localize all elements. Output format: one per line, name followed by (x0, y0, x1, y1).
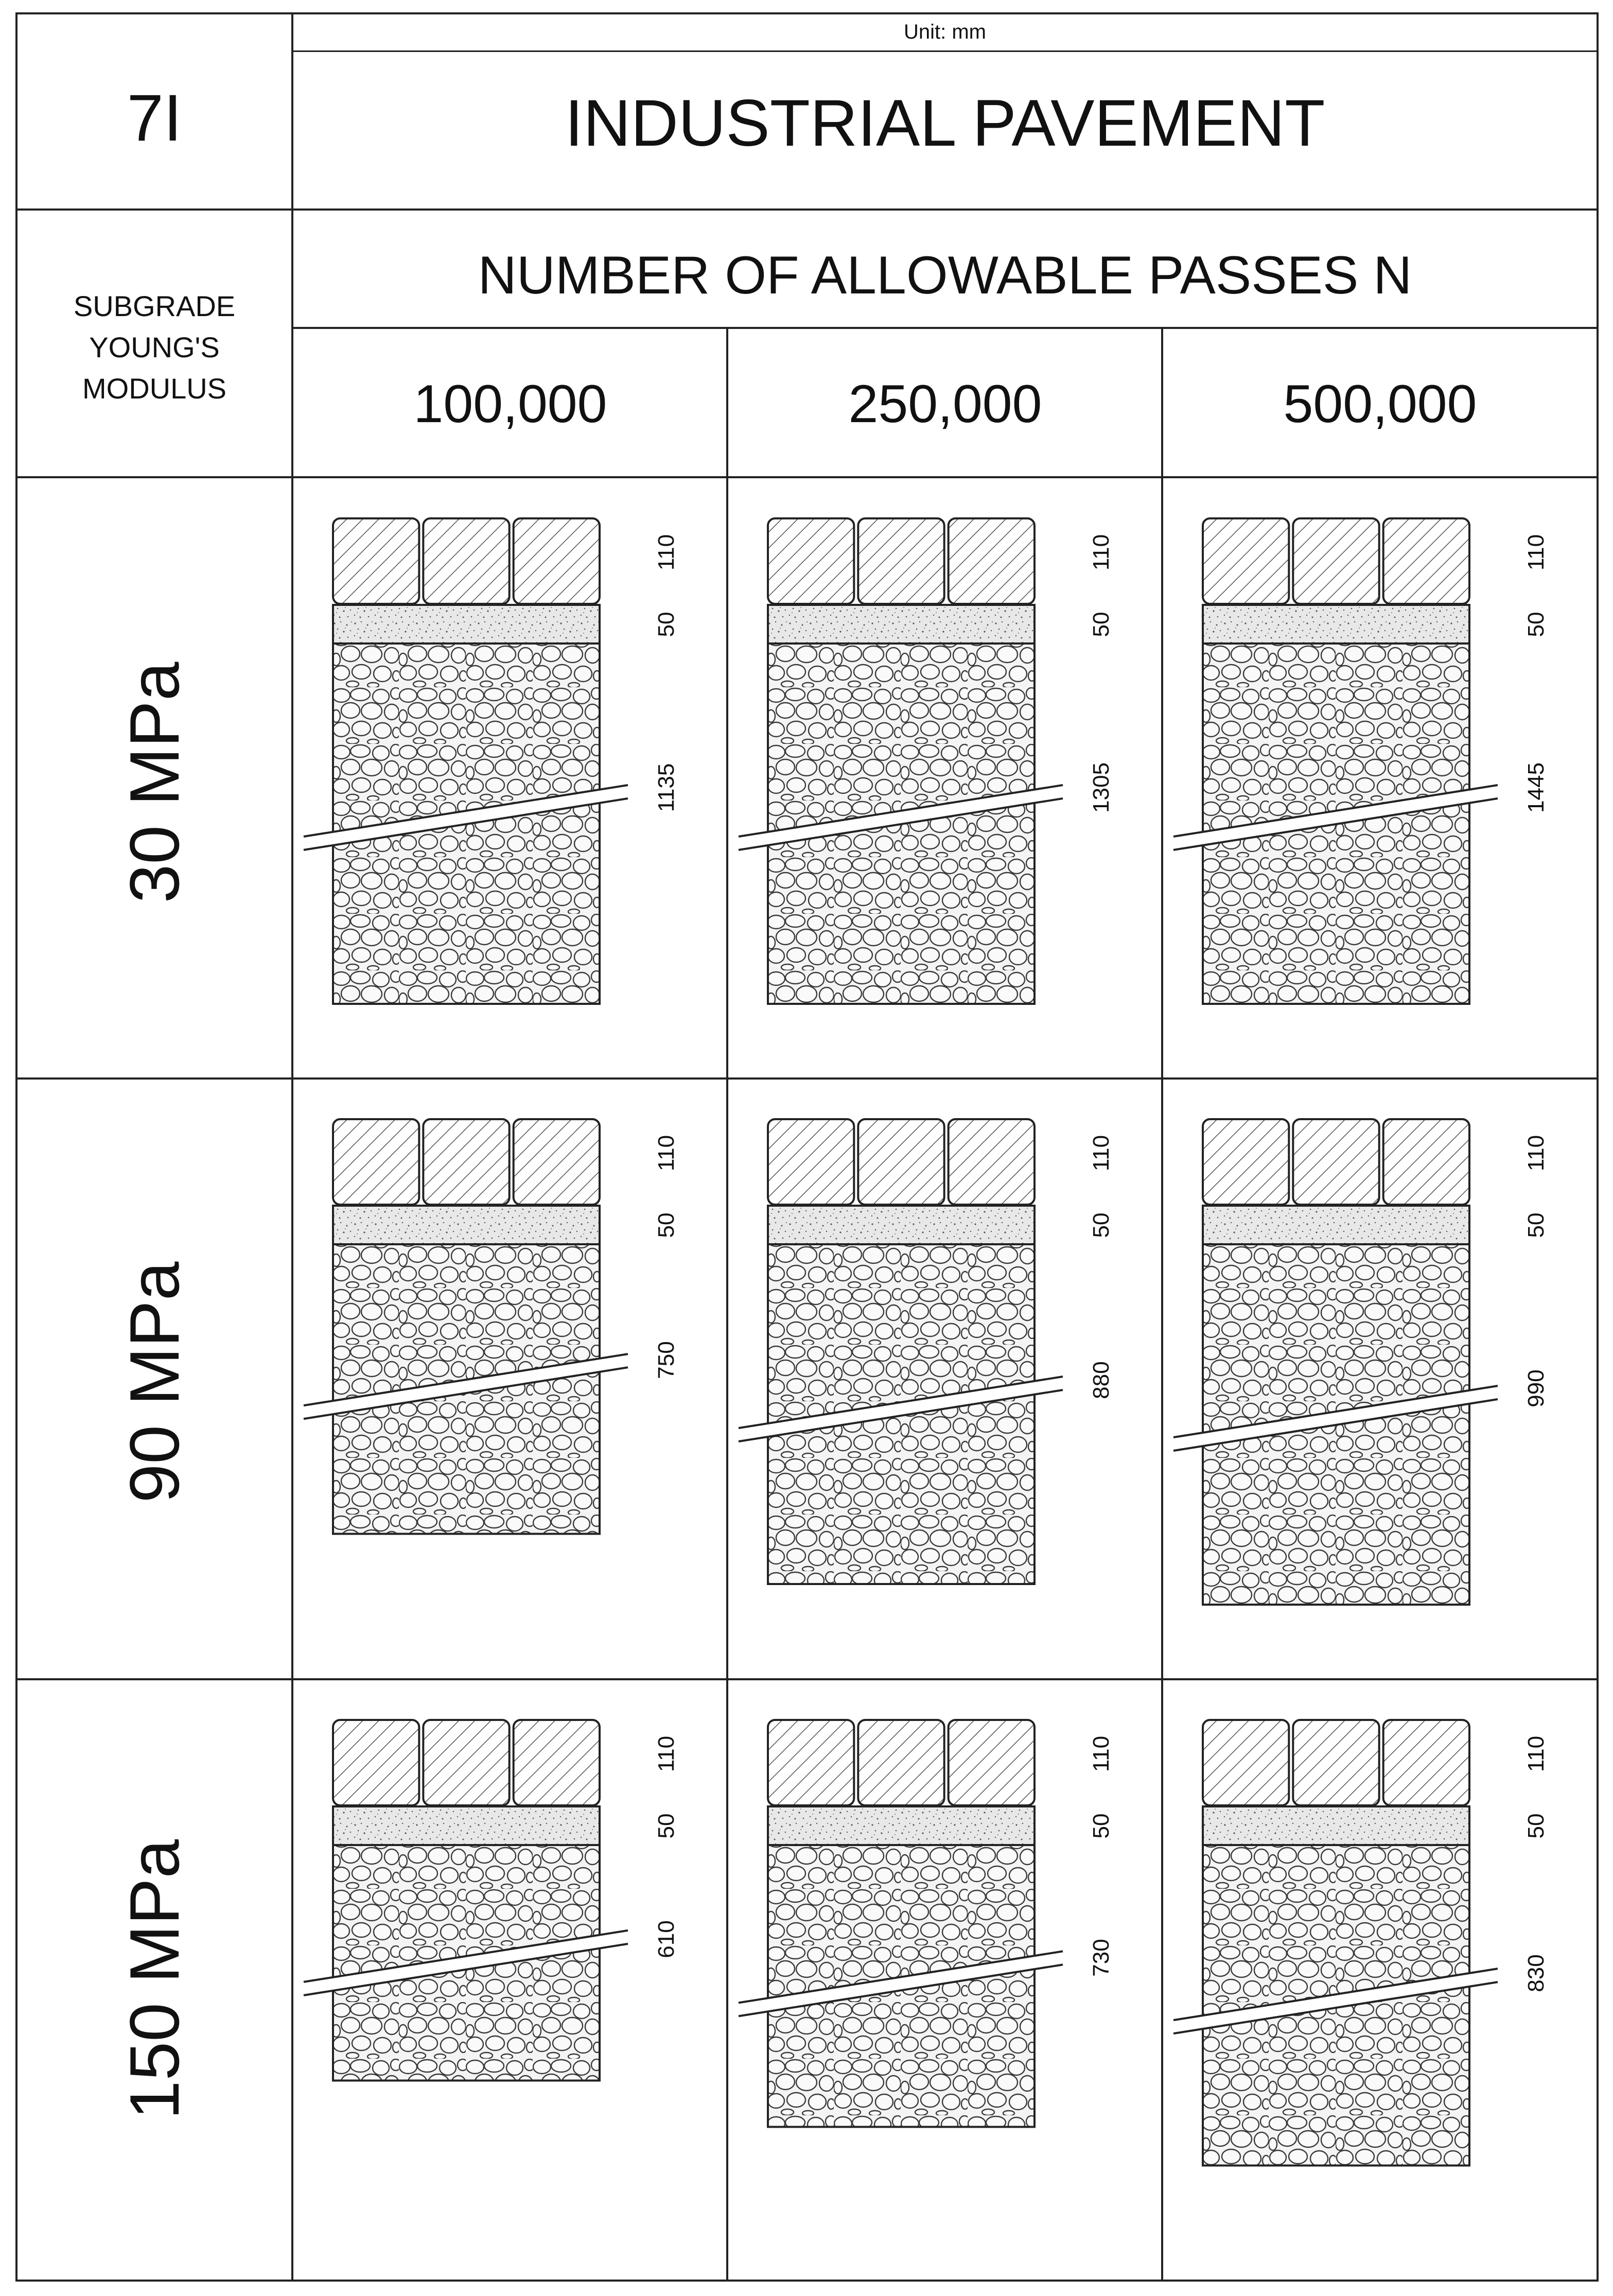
paving-block (768, 518, 854, 604)
dimension-base-thickness: 1135 (654, 763, 679, 812)
frame-bottom (15, 2280, 1599, 2282)
dimension-bedding-thickness: 50 (1089, 1813, 1114, 1838)
pavement-section (332, 1719, 703, 2101)
section-drawing (332, 1118, 703, 1555)
bedding-sand-layer (1203, 605, 1469, 643)
dimension-bedding-thickness: 50 (654, 612, 679, 637)
divider-col-1 (726, 327, 728, 2282)
passes-value-2: 250,000 (848, 374, 1042, 434)
paving-block (949, 1720, 1035, 1805)
dimension-base-thickness: 880 (1089, 1361, 1114, 1399)
dimension-bedding-thickness: 50 (1523, 612, 1549, 637)
dimension-base-thickness: 830 (1523, 1954, 1549, 1992)
section-drawing (767, 1118, 1137, 1605)
paving-block (514, 518, 600, 604)
bedding-sand-layer (333, 605, 600, 643)
paving-block (949, 1119, 1035, 1205)
dimension-block-thickness: 110 (654, 534, 679, 571)
pavement-section (1202, 1719, 1572, 2186)
section-drawing (332, 1719, 703, 2101)
dimension-base-thickness: 990 (1523, 1369, 1549, 1407)
pavement-section (1202, 1118, 1572, 1625)
dimension-base-thickness: 730 (1089, 1939, 1114, 1977)
dimension-block-thickness: 110 (1089, 1735, 1114, 1772)
paving-block (333, 1720, 419, 1805)
paving-block (858, 518, 944, 604)
dimension-bedding-thickness: 50 (1523, 1813, 1549, 1838)
dimension-block-thickness: 110 (654, 1135, 679, 1172)
pavement-section (1202, 517, 1572, 1024)
pavement-section (767, 1118, 1137, 1605)
pavement-section (767, 517, 1137, 1024)
bedding-sand-layer (768, 1806, 1035, 1845)
passes-value-3: 500,000 (1283, 374, 1477, 434)
paving-block (333, 1119, 419, 1205)
divider-row-2 (15, 1678, 1599, 1680)
dimension-bedding-thickness: 50 (1089, 1212, 1114, 1238)
modulus-header (16, 286, 292, 409)
paving-block (768, 1119, 854, 1205)
paving-block (423, 1720, 509, 1805)
paving-block (1203, 1720, 1289, 1805)
divider-col-2 (1161, 327, 1163, 2282)
modulus-header-line-2: YOUNG'S (89, 331, 220, 363)
bedding-sand-layer (333, 1806, 600, 1845)
paving-block (1293, 1119, 1379, 1205)
paving-block (768, 1720, 854, 1805)
paving-block (1383, 518, 1469, 604)
section-drawing (332, 517, 703, 1024)
divider-title (15, 208, 1599, 211)
bedding-sand-layer (768, 605, 1035, 643)
paving-block (423, 518, 509, 604)
pavement-section (332, 517, 703, 1024)
paving-block (1203, 518, 1289, 604)
dimension-block-thickness: 110 (1523, 1135, 1549, 1172)
divider-unit (291, 50, 1599, 52)
dimension-base-thickness: 750 (654, 1341, 679, 1379)
dimension-bedding-thickness: 50 (654, 1212, 679, 1238)
bedding-sand-layer (1203, 1206, 1469, 1244)
dimension-block-thickness: 110 (1089, 534, 1114, 571)
page-title: INDUSTRIAL PAVEMENT (565, 86, 1325, 160)
bedding-sand-layer (768, 1206, 1035, 1244)
passes-value-1: 100,000 (413, 374, 607, 434)
dimension-base-thickness: 1305 (1089, 762, 1114, 813)
dimension-block-thickness: 110 (654, 1735, 679, 1772)
paving-block (333, 518, 419, 604)
frame-right (1597, 12, 1599, 2282)
divider-row-1 (15, 1077, 1599, 1080)
section-drawing (767, 1719, 1137, 2148)
bedding-sand-layer (333, 1206, 600, 1244)
dimension-block-thickness: 110 (1523, 1735, 1549, 1772)
paving-block (514, 1119, 600, 1205)
dimension-bedding-thickness: 50 (1523, 1212, 1549, 1238)
modulus-header-line-3: MODULUS (82, 372, 227, 405)
section-drawing (1202, 1719, 1572, 2186)
dimension-block-thickness: 110 (1089, 1135, 1114, 1172)
dimension-base-thickness: 610 (654, 1920, 679, 1958)
dimension-bedding-thickness: 50 (654, 1813, 679, 1838)
unit-note: Unit: mm (904, 21, 986, 43)
pavement-section (767, 1719, 1137, 2148)
paving-block (1383, 1119, 1469, 1205)
pavement-section (332, 1118, 703, 1555)
paving-block (949, 518, 1035, 604)
section-drawing (1202, 1118, 1572, 1625)
dimension-bedding-thickness: 50 (1089, 612, 1114, 637)
paving-block (1383, 1720, 1469, 1805)
paving-block (858, 1119, 944, 1205)
passes-header: NUMBER OF ALLOWABLE PASSES N (478, 246, 1412, 305)
dimension-base-thickness: 1445 (1523, 762, 1549, 813)
divider-header (15, 476, 1599, 478)
modulus-label-row-1: 30 MPa (115, 662, 194, 903)
divider-passes (291, 327, 1599, 329)
frame-top (15, 12, 1599, 14)
section-drawing (1202, 517, 1572, 1024)
bedding-sand-layer (1203, 1806, 1469, 1845)
modulus-label-row-2: 90 MPa (115, 1261, 194, 1503)
section-drawing (767, 517, 1137, 1024)
paving-block (423, 1119, 509, 1205)
modulus-header-line-1: SUBGRADE (73, 290, 236, 322)
paving-block (1203, 1119, 1289, 1205)
paving-block (858, 1720, 944, 1805)
paving-block (1293, 518, 1379, 604)
paving-block (514, 1720, 600, 1805)
paving-block (1293, 1720, 1379, 1805)
drawing-code: 7I (127, 81, 182, 155)
dimension-block-thickness: 110 (1523, 534, 1549, 571)
modulus-label-row-3: 150 MPa (115, 1839, 194, 2120)
